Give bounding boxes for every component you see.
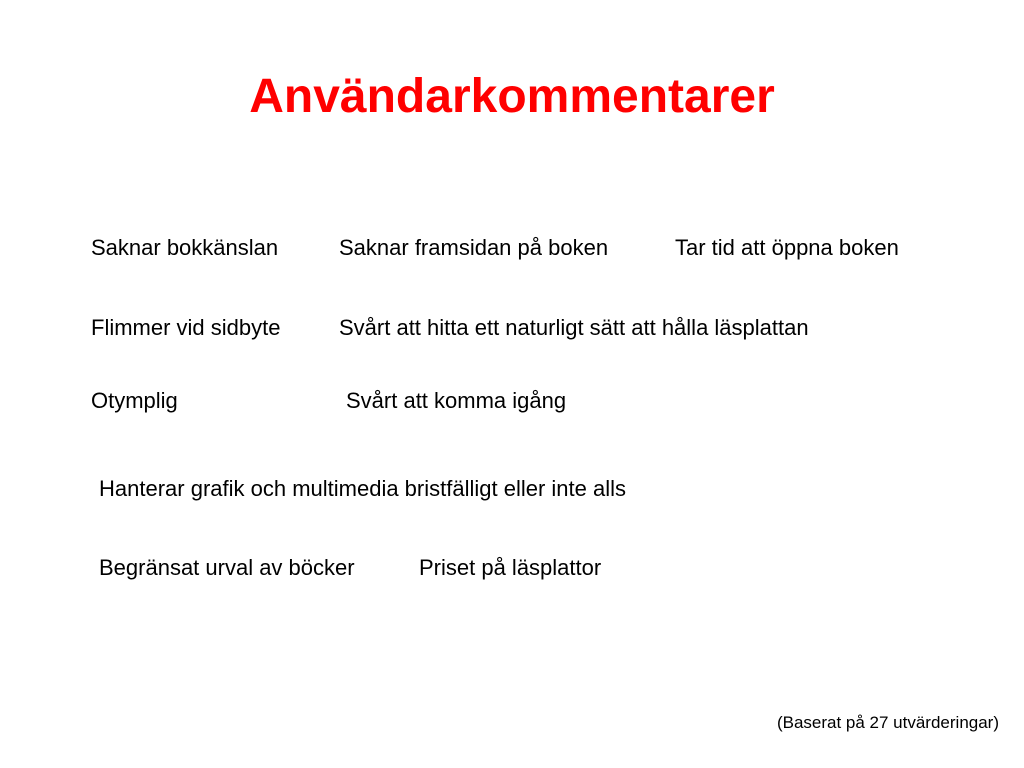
footnote: (Baserat på 27 utvärderingar) [776, 713, 999, 732]
comment-item: Begränsat urval av böcker [99, 555, 355, 580]
comment-item: Svårt att hitta ett naturligt sätt att hålla läsplattan [339, 315, 809, 340]
slide-title: Användarkommentarer [249, 70, 775, 123]
comment-item: Otymplig [91, 388, 178, 413]
comment-item: Svårt att komma igång [346, 388, 567, 413]
comment-item: Flimmer vid sidbyte [91, 315, 281, 340]
comment-item: Priset på läsplattor [419, 555, 602, 580]
comment-item: Hanterar grafik och multimedia bristfälligt eller inte alls [99, 476, 626, 501]
comment-item: Saknar framsidan på boken [339, 235, 609, 260]
comment-item: Tar tid att öppna boken [675, 235, 899, 260]
comment-item: Saknar bokkänslan [91, 235, 279, 260]
